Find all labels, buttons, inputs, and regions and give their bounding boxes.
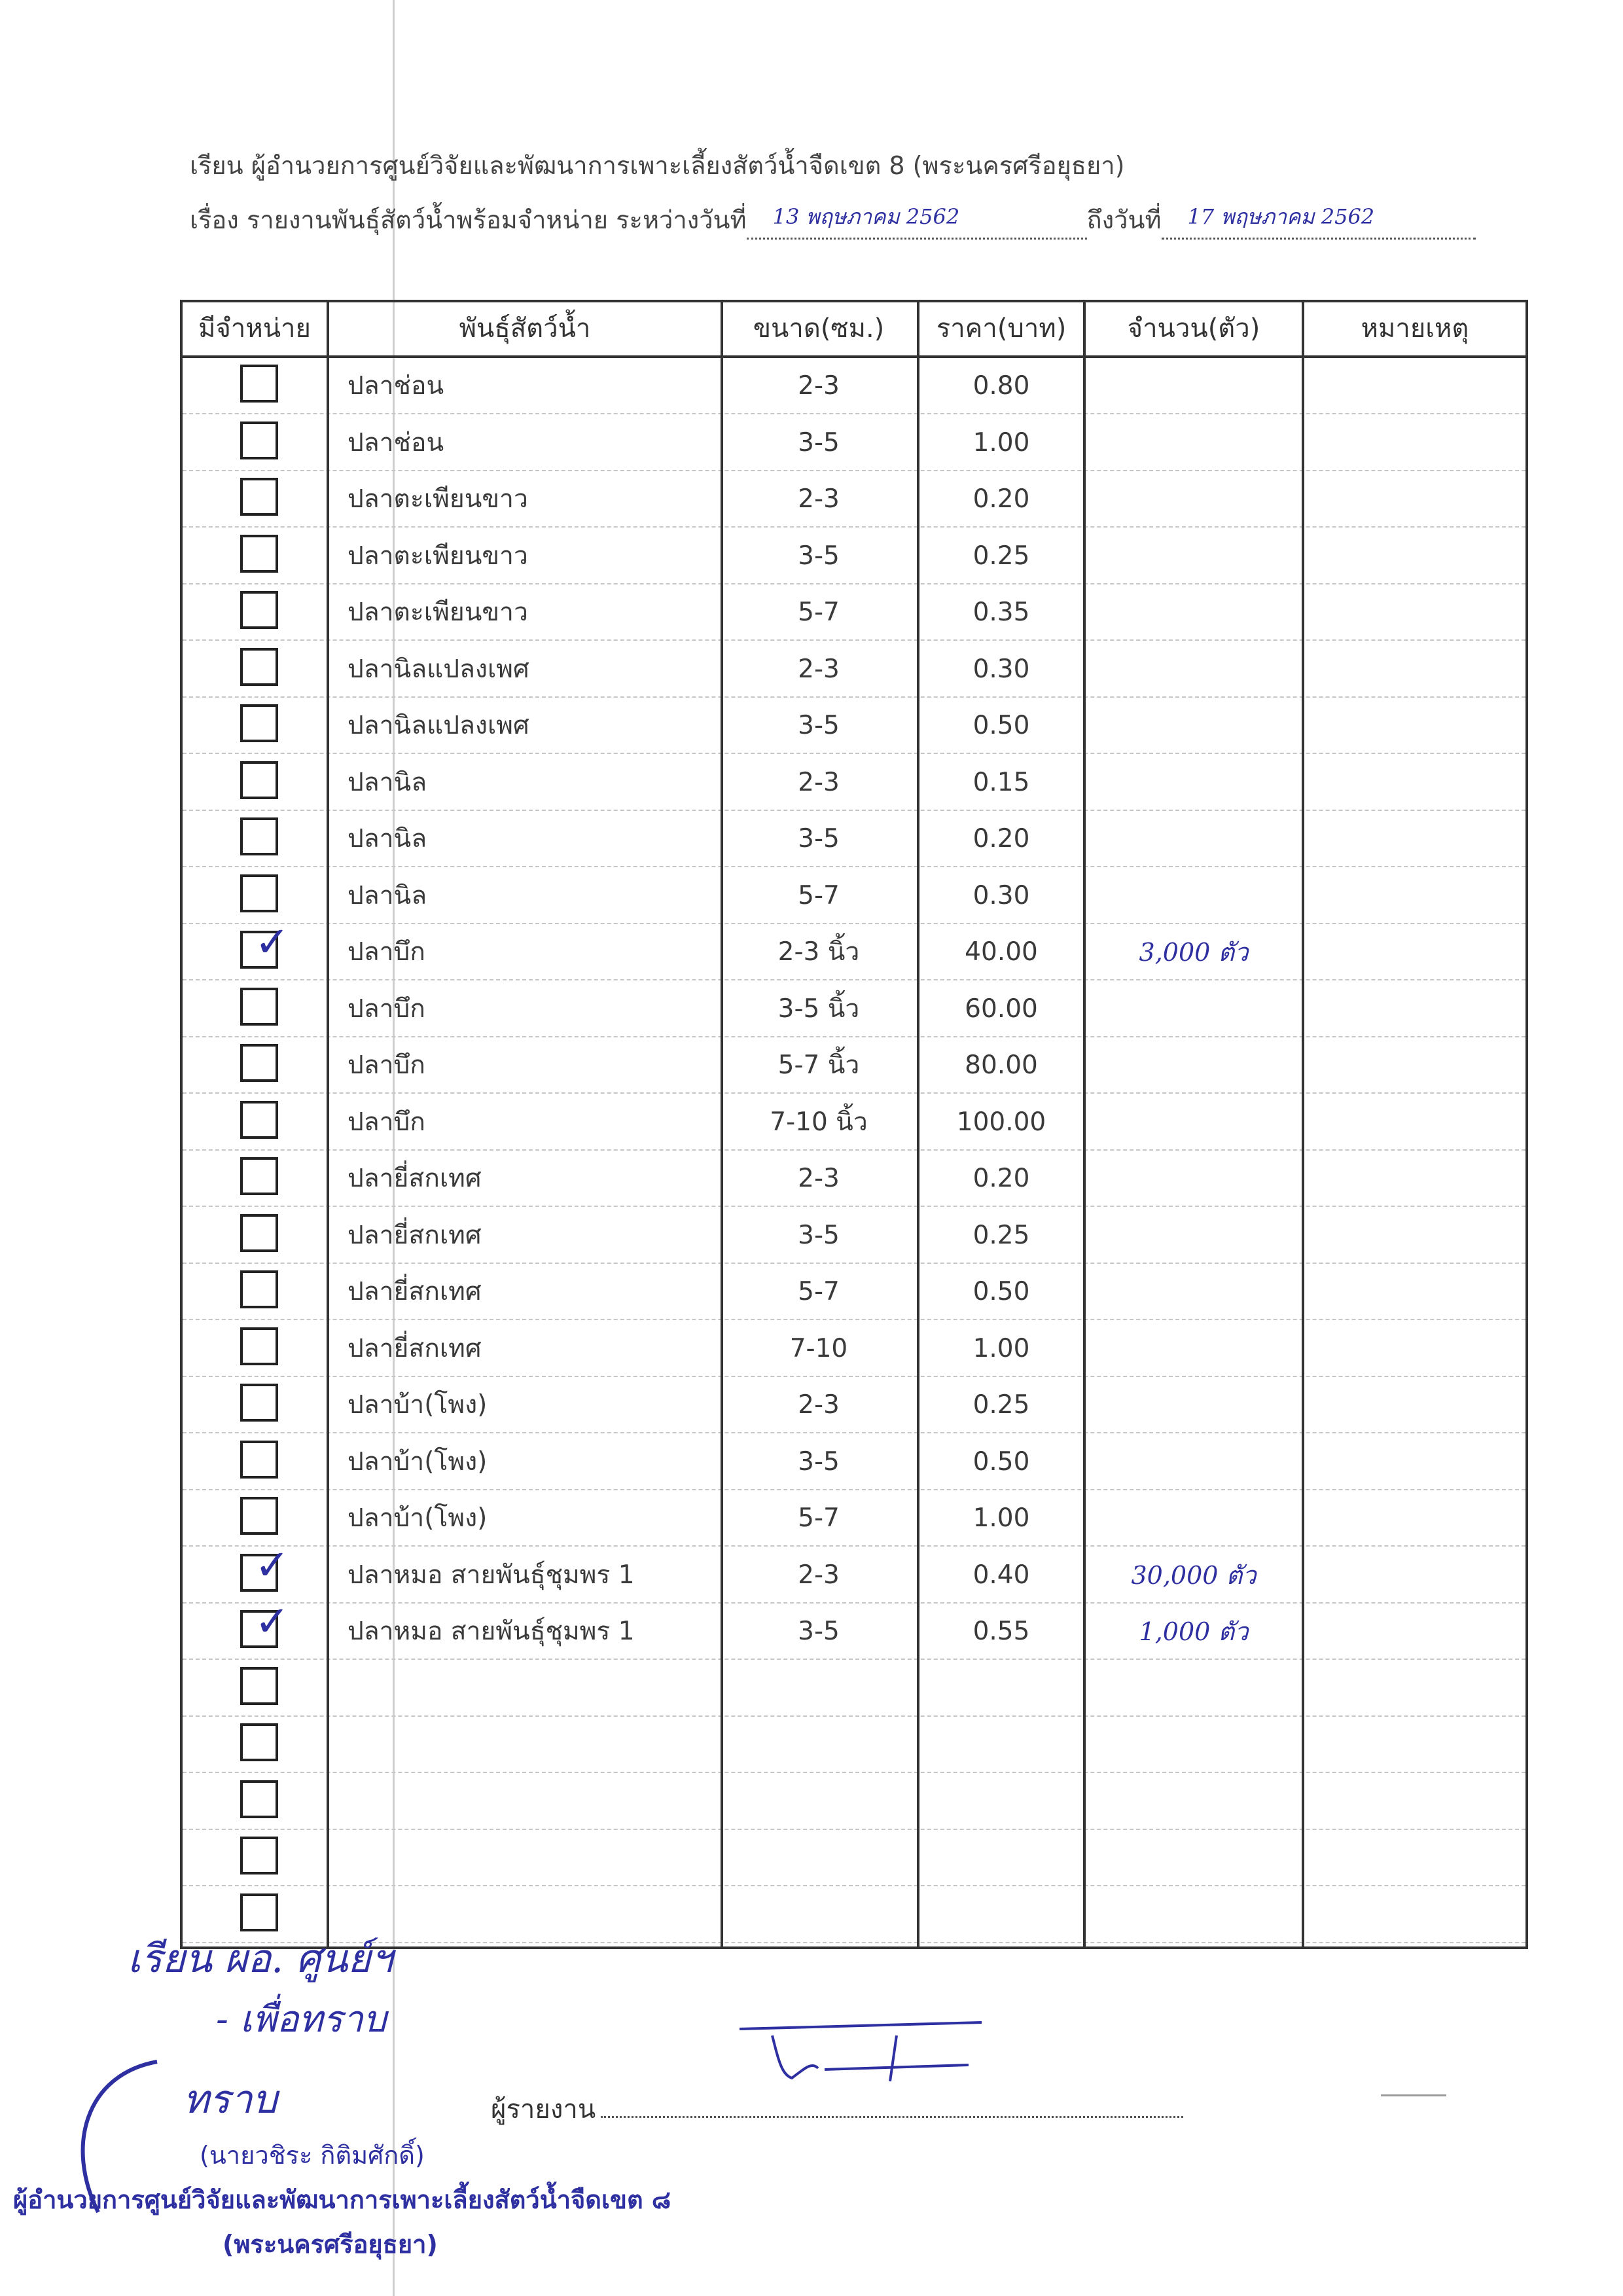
price-cell: 0.20 — [972, 1164, 1030, 1193]
quantity-cell — [1086, 868, 1302, 924]
approver-title: ผู้อำนวยการศูนย์วิจัยและพัฒนาการเพาะเลี้ยงสัตว์น้ำจืดเขต ๘ — [13, 2185, 671, 2214]
subject-line — [190, 200, 1476, 240]
price-cell — [919, 1887, 1083, 1943]
table-row — [183, 358, 1525, 414]
quantity-cell — [1086, 471, 1302, 528]
size-cell: 2-3 — [798, 371, 840, 401]
column-divider — [721, 302, 723, 1946]
table-row — [183, 1094, 1525, 1151]
quantity-cell — [1086, 755, 1302, 811]
size-cell: 3-5 — [798, 824, 840, 853]
fish-stock-table — [180, 300, 1528, 1949]
size-cell: 2-3 — [798, 484, 840, 514]
quantity-cell — [1086, 1717, 1302, 1773]
table-row — [183, 811, 1525, 867]
price-cell: 0.50 — [972, 1277, 1030, 1306]
quantity-cell — [1086, 1830, 1302, 1886]
quantity-cell — [1086, 415, 1302, 471]
availability-checkbox[interactable] — [240, 1780, 278, 1818]
price-cell: 60.00 — [965, 994, 1038, 1024]
size-cell: 3-5 — [798, 711, 840, 740]
quantity-cell: 3,000 ตัว — [1139, 938, 1249, 967]
size-cell: 3-5 — [798, 541, 840, 571]
species-cell: ปลายี่สกเทศ — [348, 1333, 482, 1363]
species-cell: ปลาตะเพียนขาว — [348, 484, 528, 514]
handwritten-note-1: เรียน ผอ. ศูนย์ฯ — [128, 1936, 393, 1982]
table-row — [183, 1774, 1525, 1830]
quantity-cell — [1086, 528, 1302, 584]
availability-checkbox[interactable] — [240, 648, 278, 686]
table-row — [183, 641, 1525, 698]
availability-checkbox[interactable] — [240, 1837, 278, 1874]
price-cell: 0.20 — [972, 484, 1030, 514]
price-cell: 1.00 — [972, 427, 1030, 457]
species-cell: ปลาบึก — [348, 1050, 425, 1080]
quantity-cell — [1086, 1490, 1302, 1547]
species-cell: ปลายี่สกเทศ — [348, 1277, 482, 1306]
availability-checkbox[interactable] — [240, 1598, 290, 1648]
availability-checkbox[interactable] — [240, 761, 278, 799]
availability-checkbox[interactable] — [240, 1101, 278, 1139]
table-row — [183, 1490, 1525, 1547]
table-row — [183, 1377, 1525, 1433]
size-cell: 2-3 — [798, 1164, 840, 1193]
size-cell — [721, 1774, 917, 1830]
species-cell: ปลาช่อน — [348, 371, 444, 401]
availability-checkbox[interactable] — [240, 1270, 278, 1308]
table-row — [183, 1208, 1525, 1264]
price-cell: 0.55 — [972, 1617, 1030, 1646]
table-row — [183, 415, 1525, 471]
quantity-cell — [1086, 981, 1302, 1037]
price-cell: 100.00 — [956, 1107, 1046, 1137]
table-row — [183, 755, 1525, 811]
availability-checkbox[interactable] — [240, 591, 278, 629]
reporter-dotted-field — [601, 2096, 1183, 2118]
availability-checkbox[interactable] — [240, 1667, 278, 1705]
table-row — [183, 584, 1525, 641]
size-cell: 7-10 — [789, 1333, 848, 1363]
size-cell — [721, 1717, 917, 1773]
size-cell — [721, 1887, 917, 1943]
checkmark-icon: ✓ — [255, 918, 290, 967]
size-cell — [721, 1660, 917, 1717]
species-cell: ปลานิลแปลงเพศ — [348, 654, 529, 684]
availability-checkbox[interactable] — [240, 1044, 278, 1082]
price-cell: 40.00 — [965, 937, 1038, 967]
table-row — [183, 1660, 1525, 1717]
approver-name: (นายวชิระ กิติมศักดิ์) — [200, 2141, 425, 2170]
margin-mark — [1381, 2094, 1446, 2096]
availability-checkbox[interactable] — [240, 422, 278, 459]
reporter-label: ผู้รายงาน — [491, 2094, 596, 2125]
size-cell: 5-7 — [798, 598, 840, 627]
table-row — [183, 698, 1525, 754]
size-cell: 5-7 — [798, 1277, 840, 1306]
checkmark-icon: ✓ — [255, 1598, 290, 1646]
size-cell: 2-3 — [798, 654, 840, 684]
availability-checkbox[interactable] — [240, 1157, 278, 1195]
subject-label: เรื่อง รายงานพันธุ์สัตว์น้ำพร้อมจำหน่าย ระหว่างวันที่ — [190, 206, 747, 234]
date-to-value: 17 พฤษภาคม 2562 — [1187, 204, 1375, 229]
quantity-cell — [1086, 1094, 1302, 1151]
approver-org: (พระนครศรีอยุธยา) — [223, 2230, 438, 2259]
availability-checkbox[interactable] — [240, 365, 278, 403]
table-row — [183, 1717, 1525, 1773]
price-cell: 0.25 — [972, 1220, 1030, 1250]
availability-checkbox[interactable] — [240, 1441, 278, 1479]
date-from-field — [747, 204, 1087, 240]
price-cell: 0.80 — [972, 371, 1030, 401]
price-cell — [919, 1774, 1083, 1830]
price-cell: 0.15 — [972, 767, 1030, 797]
table-row — [183, 1264, 1525, 1320]
table-row — [183, 1434, 1525, 1490]
species-cell: ปลาช่อน — [348, 427, 444, 457]
price-cell: 0.25 — [972, 541, 1030, 571]
col-quantity: จำนวน(ตัว) — [1127, 314, 1260, 344]
species-cell: ปลานิล — [348, 767, 427, 797]
quantity-cell — [1086, 1774, 1302, 1830]
species-cell: ปลายี่สกเทศ — [348, 1220, 482, 1250]
table-row — [183, 981, 1525, 1037]
col-remarks: หมายเหตุ — [1361, 314, 1469, 344]
price-cell: 0.30 — [972, 654, 1030, 684]
reporter-line — [491, 2088, 1183, 2130]
quantity-cell — [1086, 358, 1302, 414]
quantity-cell — [1086, 698, 1302, 754]
handwritten-note-3: ทราบ — [183, 2077, 277, 2123]
price-cell — [919, 1660, 1083, 1717]
availability-checkbox[interactable] — [240, 1893, 278, 1931]
column-divider — [917, 302, 919, 1946]
table-row — [183, 1037, 1525, 1094]
quantity-cell — [1086, 1264, 1302, 1320]
availability-checkbox[interactable] — [240, 874, 278, 912]
price-cell: 80.00 — [965, 1050, 1038, 1080]
quantity-cell — [1086, 1208, 1302, 1264]
table-row — [183, 1598, 1525, 1660]
quantity-cell — [1086, 1434, 1302, 1490]
price-cell: 0.40 — [972, 1560, 1030, 1590]
price-cell: 0.20 — [972, 824, 1030, 853]
size-cell: 3-5 — [798, 1220, 840, 1250]
table-row — [183, 868, 1525, 924]
price-cell: 1.00 — [972, 1503, 1030, 1533]
date-to-label: ถึงวันที่ — [1086, 206, 1162, 234]
availability-checkbox[interactable] — [240, 918, 290, 969]
size-cell: 2-3 — [798, 1560, 840, 1590]
col-price: ราคา(บาท) — [936, 314, 1067, 344]
quantity-cell: 30,000 ตัว — [1131, 1560, 1257, 1590]
quantity-cell — [1086, 1660, 1302, 1717]
table-header — [183, 302, 1525, 358]
column-divider — [1083, 302, 1086, 1946]
species-cell: ปลาหมอ สายพันธุ์ชุมพร 1 — [348, 1560, 635, 1590]
size-cell: 3-5 — [798, 1617, 840, 1646]
species-cell: ปลานิล — [348, 880, 427, 910]
quantity-cell — [1086, 1377, 1302, 1433]
table-row — [183, 1321, 1525, 1377]
quantity-cell — [1086, 1887, 1302, 1943]
date-to-field — [1162, 204, 1476, 240]
availability-checkbox[interactable] — [240, 1384, 278, 1422]
availability-checkbox[interactable] — [240, 535, 278, 573]
column-divider — [1302, 302, 1304, 1946]
size-cell: 3-5 — [798, 1446, 840, 1477]
col-species: พันธุ์สัตว์น้ำ — [459, 314, 591, 344]
quantity-cell — [1086, 641, 1302, 698]
availability-checkbox[interactable] — [240, 1497, 278, 1535]
species-cell: ปลาตะเพียนขาว — [348, 541, 528, 571]
species-cell: ปลาบ้า(โพง) — [348, 1503, 488, 1533]
size-cell: 3-5 — [798, 427, 840, 457]
size-cell: 2-3 — [798, 1390, 840, 1420]
table-row — [183, 471, 1525, 528]
size-cell: 2-3 นิ้ว — [777, 937, 860, 967]
quantity-cell — [1086, 1151, 1302, 1207]
quantity-cell — [1086, 1037, 1302, 1094]
column-divider — [327, 302, 329, 1946]
table-row — [183, 1151, 1525, 1207]
availability-checkbox[interactable] — [240, 817, 278, 855]
quantity-cell — [1086, 811, 1302, 867]
species-cell: ปลาตะเพียนขาว — [348, 598, 528, 627]
table-row — [183, 1830, 1525, 1886]
price-cell — [919, 1717, 1083, 1773]
quantity-cell — [1086, 1321, 1302, 1377]
species-cell: ปลาบ้า(โพง) — [348, 1446, 488, 1477]
availability-checkbox[interactable] — [240, 478, 278, 516]
species-cell: ปลานิลแปลงเพศ — [348, 711, 529, 740]
size-cell: 5-7 — [798, 1503, 840, 1533]
price-cell: 0.35 — [972, 598, 1030, 627]
price-cell — [919, 1830, 1083, 1886]
table-row — [183, 918, 1525, 980]
reporter-signature — [733, 2016, 1008, 2094]
species-cell: ปลาบึก — [348, 937, 425, 967]
size-cell: 2-3 — [798, 767, 840, 797]
species-cell: ปลาบ้า(โพง) — [348, 1390, 488, 1420]
checkmark-icon: ✓ — [255, 1541, 290, 1590]
size-cell: 3-5 นิ้ว — [777, 994, 860, 1024]
addressee-line: เรียน ผู้อำนวยการศูนย์วิจัยและพัฒนาการเพาะเลี้ยงสัตว์น้ำจืดเขต 8 (พระนครศรีอยุธยา) — [190, 151, 1125, 180]
availability-checkbox[interactable] — [240, 1214, 278, 1252]
availability-checkbox[interactable] — [240, 1723, 278, 1761]
price-cell: 0.50 — [972, 711, 1030, 740]
quantity-cell: 1,000 ตัว — [1139, 1617, 1249, 1646]
species-cell: ปลายี่สกเทศ — [348, 1164, 482, 1193]
availability-checkbox[interactable] — [240, 1541, 290, 1592]
col-available: มีจำหน่าย — [198, 314, 311, 344]
col-size: ขนาด(ซม.) — [753, 314, 885, 344]
table-row — [183, 1541, 1525, 1604]
availability-checkbox[interactable] — [240, 704, 278, 742]
size-cell: 5-7 นิ้ว — [777, 1050, 860, 1080]
size-cell: 7-10 นิ้ว — [770, 1107, 868, 1137]
size-cell — [721, 1830, 917, 1886]
availability-checkbox[interactable] — [240, 988, 278, 1026]
species-cell: ปลานิล — [348, 824, 427, 853]
price-cell: 0.50 — [972, 1446, 1030, 1477]
availability-checkbox[interactable] — [240, 1327, 278, 1365]
handwritten-note-2: - เพื่อทราบ — [216, 1998, 387, 2041]
quantity-cell — [1086, 584, 1302, 641]
date-from-value: 13 พฤษภาคม 2562 — [772, 204, 960, 229]
species-cell: ปลาบึก — [348, 1107, 425, 1137]
price-cell: 0.25 — [972, 1390, 1030, 1420]
size-cell: 5-7 — [798, 880, 840, 910]
species-cell: ปลาหมอ สายพันธุ์ชุมพร 1 — [348, 1617, 635, 1646]
species-cell: ปลาบึก — [348, 994, 425, 1024]
price-cell: 1.00 — [972, 1333, 1030, 1363]
table-row — [183, 528, 1525, 584]
price-cell: 0.30 — [972, 880, 1030, 910]
